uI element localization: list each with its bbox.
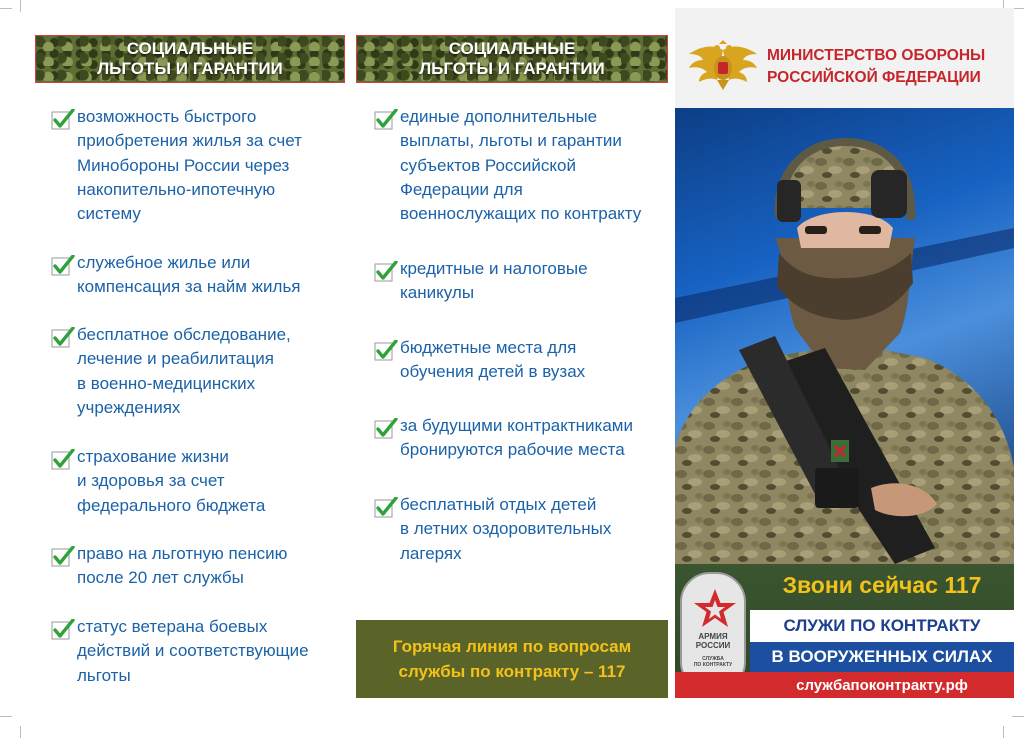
checkmark-icon <box>51 255 75 277</box>
soldier-illustration <box>675 108 1014 564</box>
benefit-text: возможность быстрого приобретения жилья за счет Минобороны России через накопительно-ипотечную систему <box>77 107 302 224</box>
benefit-text: право на льготную пенсию после 20 лет службы <box>77 544 288 588</box>
benefit-text: страхование жизни и здоровья за счет федерального бюджета <box>77 447 266 515</box>
slogan-line1: СЛУЖИ ПО КОНТРАКТУ <box>783 616 981 635</box>
checkmark-icon <box>51 619 75 641</box>
checkmark-icon <box>374 109 398 131</box>
checkmark-icon <box>374 261 398 283</box>
slogan-line2: В ВООРУЖЕННЫХ СИЛАХ <box>771 647 993 666</box>
checkmark-icon <box>51 546 75 568</box>
benefit-text: единые дополнительные выплаты, льготы и гарантии субъектов Российской Федерации для военнослужащих по контракту <box>400 107 642 224</box>
list-item <box>43 445 265 518</box>
ministry-header <box>675 8 1014 108</box>
red-star-icon <box>692 588 738 628</box>
benefit-text: статус ветерана боевых действий и соответствующие льготы <box>77 617 309 685</box>
slogan-blue-band <box>750 642 1014 672</box>
list-item <box>366 493 611 566</box>
benefit-text: служебное жилье или компенсация за найм жилья <box>77 253 301 297</box>
checkmark-icon <box>374 497 398 519</box>
hotline-box <box>356 620 668 698</box>
call-to-action <box>675 564 1014 698</box>
checkmark-icon <box>51 449 75 471</box>
hotline-text: Горячая линия по вопросам службы по контракту – 117 <box>392 637 632 681</box>
column2-header-text: СОЦИАЛЬНЫЕ ЛЬГОТЫ И ГАРАНТИИ <box>419 39 605 78</box>
benefit-text: бесплатный отдых детей в летних оздоровительных лагерях <box>400 495 612 563</box>
tag-service-text: СЛУЖБА ПО КОНТРАКТУ <box>693 656 733 668</box>
crop-mark <box>1012 716 1024 717</box>
crop-mark <box>0 8 12 9</box>
list-item <box>43 542 287 591</box>
list-item <box>43 615 309 688</box>
checkmark-icon <box>51 327 75 349</box>
benefit-text: бюджетные места для обучения детей в вузах <box>400 338 586 382</box>
list-item <box>43 323 291 420</box>
list-item <box>43 105 302 226</box>
crop-mark <box>1003 726 1004 738</box>
list-item <box>366 105 705 226</box>
soldier-photo <box>675 108 1014 564</box>
list-item <box>43 251 301 300</box>
ministry-title: МИНИСТЕРСТВО ОБОРОНЫ РОССИЙСКОЙ ФЕДЕРАЦИИ <box>767 47 986 86</box>
list-item <box>366 336 585 385</box>
benefit-text: кредитные и налоговые каникулы <box>400 259 588 303</box>
benefit-text: бесплатное обследование, лечение и реабилитация в военно-медицинских учреждениях <box>77 325 291 417</box>
checkmark-icon <box>374 418 398 440</box>
benefit-text: за будущими контрактниками бронируются рабочие места <box>400 416 633 460</box>
crop-mark <box>20 726 21 738</box>
checkmark-icon <box>374 340 398 362</box>
checkmark-icon <box>51 109 75 131</box>
column2-header <box>356 35 668 83</box>
list-item <box>366 414 705 463</box>
tag-army-text: АРМИЯ РОССИИ <box>695 632 731 650</box>
crop-mark <box>20 0 21 12</box>
call-now-text: Звони сейчас 117 <box>782 572 982 598</box>
list-item <box>366 257 588 306</box>
crop-mark <box>0 716 12 717</box>
website-band <box>675 672 1014 698</box>
website-link[interactable]: службапоконтракту.рф <box>796 676 968 694</box>
column1-header-text: СОЦИАЛЬНЫЕ ЛЬГОТЫ И ГАРАНТИИ <box>97 39 283 78</box>
recruitment-panel <box>675 8 1014 698</box>
double-headed-eagle-emblem <box>683 40 763 92</box>
slogan-white-band <box>750 610 1014 642</box>
column1-header <box>35 35 345 83</box>
